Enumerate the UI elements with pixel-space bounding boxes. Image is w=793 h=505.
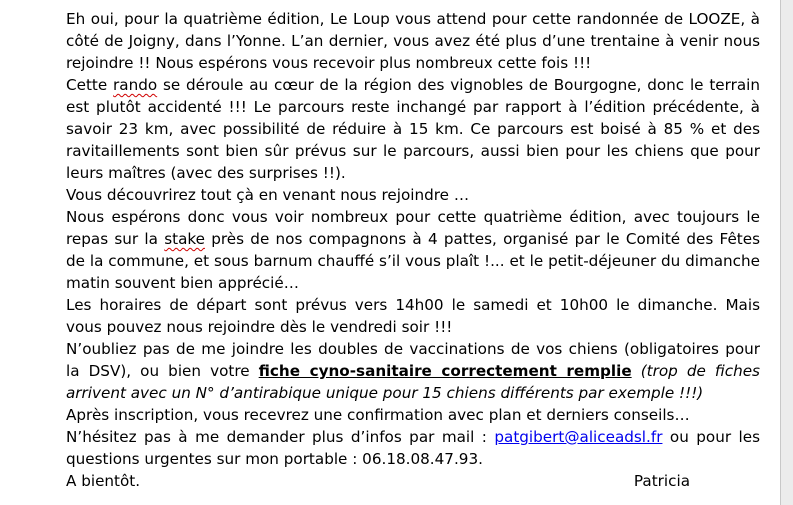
text-line [66,228,760,250]
text-run: repas sur la [66,230,165,248]
bold-underlined-text: fiche cyno-sanitaire correctement remplie [258,362,632,380]
text-line: vous pouvez nous rejoindre dès le vendredi soir !!! [66,318,453,336]
text-line: est plutôt accidenté !!! Le parcours reste inchangé par rapport à l’édition précédente, à [66,98,760,116]
text-run: N’hésitez pas à me demander plus d’infos par mail : [66,428,495,446]
text-line [66,74,760,96]
text-line: N’oubliez pas de me joindre les doubles de vaccinations de vos chiens (obligatoires pour [66,340,760,358]
italic-text-line: arrivent avec un N° d’antirabique unique pour 15 chiens différents par exemple !!!) [66,384,704,402]
text-line: Eh oui, pour la quatrième édition, Le Loup vous attend pour cette randonnée de LOOZE, à [66,10,760,28]
text-run: ou pour les [662,428,760,446]
text-line: côté de Joigny, dans l’Yonne. L’an dernier, vous avez été plus d’une trentaine à venir nous [66,32,760,50]
text-line: rejoindre !! Nous espérons vous recevoir plus nombreux cette fois !!! [66,54,592,72]
vertical-scrollbar[interactable] [780,0,793,505]
text-line: savoir 23 km, avec possibilité de réduire à 15 km. Ce parcours est boisé à 85 % et des [66,120,760,138]
spelling-flagged-word: stake [164,230,205,248]
text-line: Après inscription, vous recevrez une confirmation avec plan et derniers conseils… [66,406,690,424]
text-run: près de nos compagnons à 4 pattes, organisé par le Comité des Fêtes [204,230,760,248]
document-body [66,8,760,492]
left-margin [0,0,50,505]
text-line: leurs maîtres (avec des surprises !!). [66,164,346,182]
signature: Patricia [633,472,690,490]
text-line: ravitaillements sont bien sûr prévus sur le parcours, aussi bien pour les chiens que pour [66,142,760,160]
italic-text: (trop de fiches [631,362,760,380]
text-run: la DSV), ou bien votre [66,362,259,380]
closing-line [66,470,690,492]
text-line: de la commune, et sous barnum chauffé s’il vous plaît !... et le petit-déjeuner du dimanche [66,252,760,270]
text-line: questions urgentes sur mon portable : 06.18.08.47.93. [66,450,483,468]
email-link[interactable]: patgibert@aliceadsl.fr [494,428,663,446]
spelling-flagged-word: rando [113,76,158,94]
text-run: se déroule au cœur de la région des vignobles de Bourgogne, donc le terrain [157,76,761,94]
text-line: Nous espérons donc vous voir nombreux pour cette quatrième édition, avec toujours le [66,208,760,226]
text-line [66,426,760,448]
text-run: Cette [66,76,114,94]
text-line: matin souvent bien apprécié… [66,274,299,292]
text-line: Vous découvrirez tout çà en venant nous rejoindre … [66,186,470,204]
text-line [66,360,760,382]
closing-text: A bientôt. [66,472,141,490]
text-line: Les horaires de départ sont prévus vers 14h00 le samedi et 10h00 le dimanche. Mais [66,296,760,314]
